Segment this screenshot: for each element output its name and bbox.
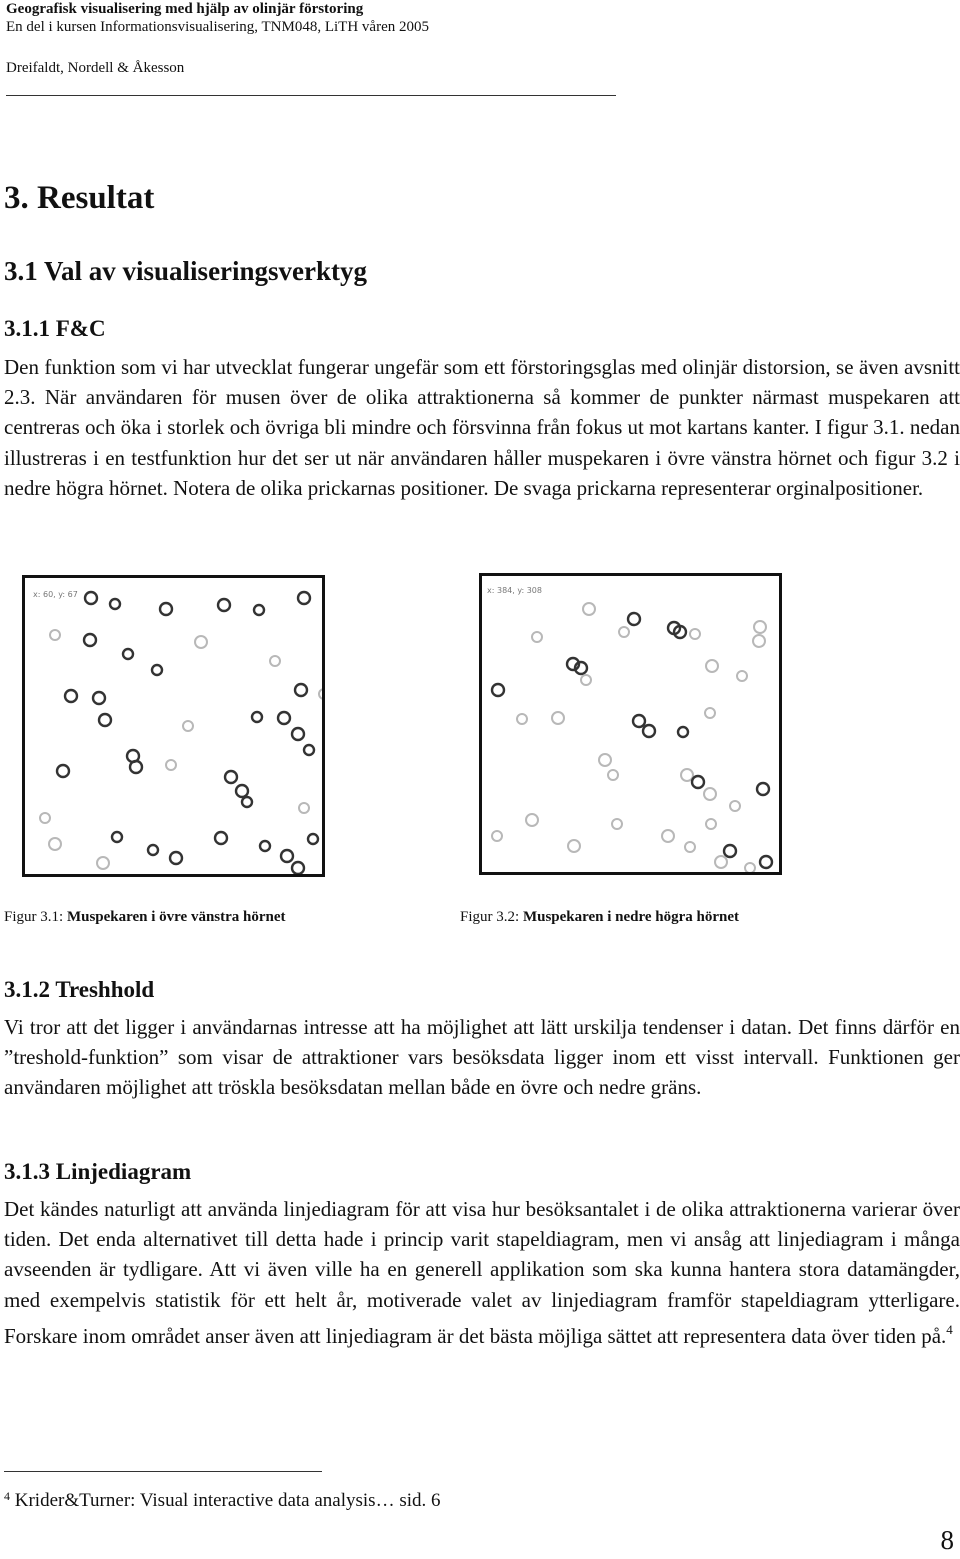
figure-3-1-caption bbox=[4, 908, 286, 926]
dot-marker bbox=[705, 708, 715, 718]
dot-marker bbox=[692, 776, 704, 788]
dot-marker bbox=[278, 712, 290, 724]
figure-3-1-image bbox=[22, 575, 325, 877]
document-title: Geografisk visualisering med hjälp av olinjär förstoring bbox=[6, 1, 364, 17]
caption-text: Muspekaren i övre vänstra hörnet bbox=[66, 909, 286, 925]
dot-marker bbox=[152, 665, 162, 675]
dot-marker bbox=[319, 689, 322, 699]
dot-scatter bbox=[482, 576, 779, 872]
dot-marker bbox=[281, 850, 293, 862]
dot-marker bbox=[643, 725, 655, 737]
dot-marker bbox=[492, 831, 502, 841]
dot-marker bbox=[678, 727, 688, 737]
footnote-reference[interactable]: 4 bbox=[946, 1321, 953, 1337]
dot-marker bbox=[57, 765, 69, 777]
dot-marker bbox=[704, 788, 716, 800]
dot-marker bbox=[130, 761, 142, 773]
dot-marker bbox=[170, 852, 182, 864]
subsection-heading-linjediagram: 3.1.3 Linjediagram bbox=[4, 1159, 192, 1184]
dot-marker bbox=[706, 819, 716, 829]
dot-marker bbox=[93, 692, 105, 704]
caption-prefix: Figur 3.2: bbox=[460, 909, 523, 925]
footnote-divider bbox=[4, 1471, 322, 1472]
dot-marker bbox=[760, 856, 772, 868]
dot-marker bbox=[218, 599, 230, 611]
header-divider bbox=[6, 95, 616, 96]
footnote bbox=[4, 1484, 441, 1513]
caption-prefix: Figur 3.1: bbox=[4, 909, 67, 925]
dot-marker bbox=[299, 803, 309, 813]
dot-marker bbox=[236, 785, 248, 797]
author-line: Dreifaldt, Nordell & Åkesson bbox=[6, 60, 185, 76]
dot-marker bbox=[148, 845, 158, 855]
linjediagram-text: Det kändes naturligt att använda linjediagram för att visa hur besöksantalet i de olika attraktionerna varierar över tiden. Det enda alternativet till detta hade i princip varit stapeldiagram, men vi ansåg att linjediagram i många avseenden är tydligare. Att vi även ville ha en generell applikation som ska kunna hantera stora datamängder, med exempelvis statistik för ett helt år, motiverade valet av linjediagram framför stapeldiagram ytterligare. Forskare inom området anser även att linjediagram är det bästa möjliga sättet att representera data över tiden på. bbox=[4, 1197, 960, 1348]
dot-marker bbox=[252, 712, 262, 722]
dot-marker bbox=[608, 770, 618, 780]
page-number: 8 bbox=[940, 1525, 954, 1555]
dot-marker bbox=[532, 632, 542, 642]
dot-marker bbox=[662, 830, 674, 842]
dot-marker bbox=[568, 840, 580, 852]
subsection-heading-treshhold: 3.1.2 Treshhold bbox=[4, 977, 155, 1002]
dot-marker bbox=[724, 845, 736, 857]
dot-marker bbox=[215, 832, 227, 844]
dot-marker bbox=[308, 834, 318, 844]
dot-marker bbox=[745, 863, 755, 872]
cursor-coordinate-readout: x: 384, y: 308 bbox=[487, 586, 542, 595]
subsection-heading-fc: 3.1.1 F&C bbox=[4, 316, 106, 341]
dot-marker bbox=[97, 857, 109, 869]
dot-marker bbox=[295, 684, 307, 696]
dot-marker bbox=[225, 771, 237, 783]
dot-marker bbox=[612, 819, 622, 829]
dot-marker bbox=[628, 613, 640, 625]
dot-marker bbox=[183, 721, 193, 731]
dot-marker bbox=[690, 629, 700, 639]
caption-text: Muspekaren i nedre högra hörnet bbox=[522, 909, 740, 925]
dot-marker bbox=[292, 862, 304, 874]
dot-marker bbox=[110, 599, 120, 609]
dot-marker bbox=[619, 627, 629, 637]
dot-marker bbox=[65, 690, 77, 702]
footnote-number: 4 bbox=[4, 1489, 10, 1503]
dot-marker bbox=[84, 634, 96, 646]
fc-paragraph: Den funktion som vi har utvecklat fungerar ungefär som ett förstoringsglas med olinjär distorsion, se även avsnitt 2.3. När användaren för musen över de olika attraktionerna så kommer de punkter närmast muspekaren att centreras och öka i storlek och övriga bli mindre och försvinna från fokus ut mot kartans kanter. I figur 3.1. nedan illustreras i en testfunktion hur det ser ut när användaren håller muspekaren i övre vänstra hörnet och figur 3.2 i nedre högra hörnet. Notera de olika prickarnas positioner. De svaga prickarna representerar orginalpositioner. bbox=[4, 355, 960, 500]
dot-marker bbox=[99, 714, 111, 726]
dot-marker bbox=[270, 656, 280, 666]
dot-marker bbox=[298, 592, 310, 604]
dot-marker bbox=[757, 783, 769, 795]
dot-marker bbox=[754, 621, 766, 633]
dot-marker bbox=[552, 712, 564, 724]
figure-3-2-caption bbox=[460, 908, 739, 926]
figure-3-2-image bbox=[479, 573, 782, 875]
dot-marker bbox=[254, 605, 264, 615]
treshold-paragraph: Vi tror att det ligger i användarnas intresse att ha möjlighet att lätt urskilja tendenser i datan. Det finns därför en ”treshold-funktion” som visar de attraktioner vars besöksdata ligger inom ett visst intervall. Funktionen ger användaren möjlighet att tröskla besöksdatan mellan både en övre och nedre gräns. bbox=[4, 1015, 960, 1100]
dot-marker bbox=[292, 728, 304, 740]
cursor-coordinate-readout: x: 60, y: 67 bbox=[33, 590, 78, 599]
dot-marker bbox=[753, 635, 765, 647]
dot-marker bbox=[112, 832, 122, 842]
dot-marker bbox=[599, 754, 611, 766]
dot-marker bbox=[737, 671, 747, 681]
subsection-heading-visualiseringsverktyg: 3.1 Val av visualiseringsverktyg bbox=[4, 256, 368, 286]
dot-marker bbox=[242, 797, 252, 807]
dot-marker bbox=[517, 714, 527, 724]
dot-marker bbox=[260, 841, 270, 851]
dot-marker bbox=[166, 760, 176, 770]
dot-marker bbox=[40, 813, 50, 823]
dot-marker bbox=[583, 603, 595, 615]
course-line: En del i kursen Informationsvisualisering, TNM048, LiTH våren 2005 bbox=[6, 19, 429, 35]
linjediagram-paragraph bbox=[4, 1194, 960, 1351]
footnote-text: Krider&Turner: Visual interactive data analysis… sid. 6 bbox=[14, 1490, 441, 1511]
dot-marker bbox=[50, 630, 60, 640]
dot-marker bbox=[85, 592, 97, 604]
dot-marker bbox=[49, 838, 61, 850]
dot-marker bbox=[715, 856, 727, 868]
dot-marker bbox=[526, 814, 538, 826]
dot-marker bbox=[304, 745, 314, 755]
dot-marker bbox=[633, 715, 645, 727]
dot-scatter bbox=[25, 578, 322, 874]
dot-marker bbox=[706, 660, 718, 672]
dot-marker bbox=[160, 603, 172, 615]
dot-marker bbox=[581, 675, 591, 685]
dot-marker bbox=[730, 801, 740, 811]
dot-marker bbox=[195, 636, 207, 648]
dot-marker bbox=[492, 684, 504, 696]
dot-marker bbox=[123, 649, 133, 659]
dot-marker bbox=[685, 842, 695, 852]
section-heading-resultat: 3. Resultat bbox=[4, 180, 155, 216]
dot-marker bbox=[681, 769, 693, 781]
